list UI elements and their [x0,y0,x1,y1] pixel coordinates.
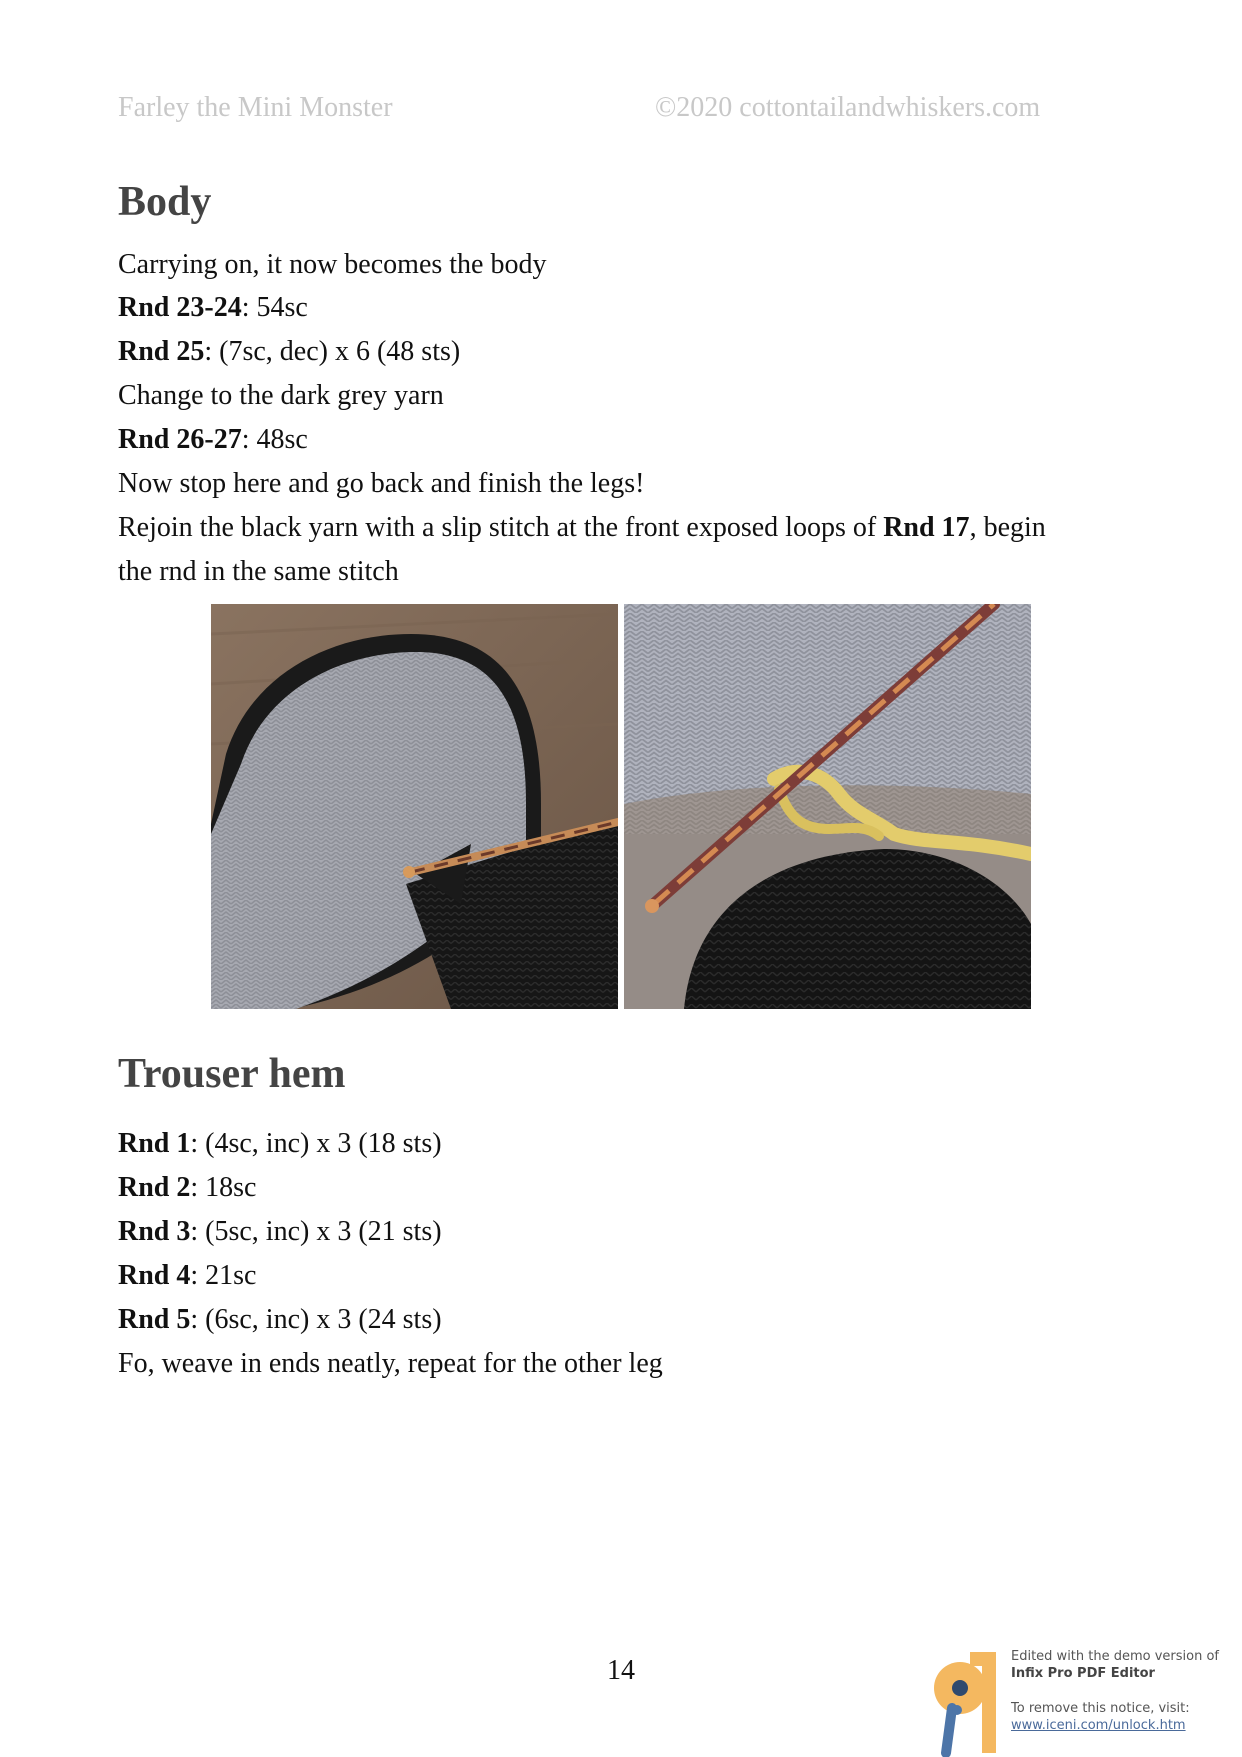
finish-instruction: Fo, weave in ends neatly, repeat for the other leg [118,1348,663,1379]
trouser-hem-heading: Trouser hem [118,1051,346,1097]
rejoin-instruction-cont: the rnd in the same stitch [118,556,399,587]
round-line: Rnd 25: (7sc, dec) x 6 (48 sts) [118,336,461,367]
stop-note: Now stop here and go back and finish the legs! [118,468,645,499]
round-line: Rnd 2: 18sc [118,1172,257,1203]
round-line: Rnd 1: (4sc, inc) x 3 (18 sts) [118,1128,442,1159]
body-heading: Body [118,179,212,225]
round-line: Rnd 4: 21sc [118,1260,257,1291]
editor-watermark [930,1648,1242,1757]
unlock-link[interactable]: www.iceni.com/unlock.htm [1011,1718,1186,1733]
round-line: Rnd 5: (6sc, inc) x 3 (24 sts) [118,1304,442,1335]
yarn-change-note: Change to the dark grey yarn [118,380,444,411]
rejoin-instruction: Rejoin the black yarn with a slip stitch at the front exposed loops of Rnd 17, begin [118,512,1046,543]
round-line: Rnd 26-27: 48sc [118,424,308,455]
infix-logo-icon [930,1648,1000,1757]
page-header [118,92,1058,132]
page-number: 14 [607,1655,635,1686]
pattern-title: Farley the Mini Monster [118,92,393,123]
watermark-text: Edited with the demo version of Infix Pro PDF Editor To remove this notice, visit: www.iceni.com/unlock.htm [1011,1649,1220,1733]
body-intro: Carrying on, it now becomes the body [118,249,547,280]
round-line: Rnd 23-24: 54sc [118,292,308,323]
crochet-photo-left [211,604,618,1009]
copyright-notice: ©2020 cottontailandwhiskers.com [655,92,1041,123]
round-line: Rnd 3: (5sc, inc) x 3 (21 sts) [118,1216,442,1247]
crochet-photo-right [624,604,1031,1009]
